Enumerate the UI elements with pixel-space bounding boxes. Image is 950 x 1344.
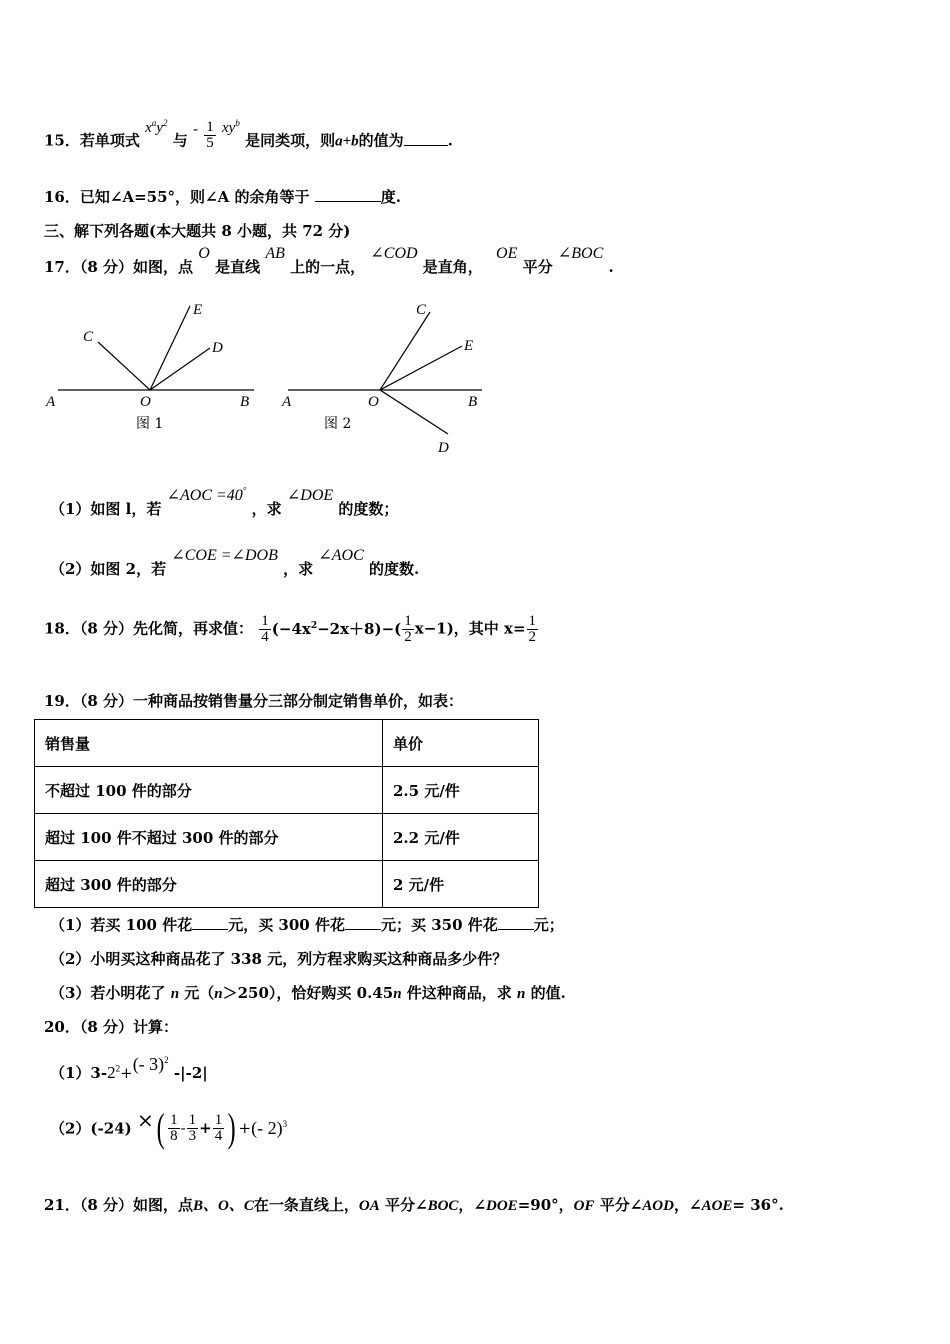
table-header-quantity: 销售量 (35, 720, 383, 767)
q15-expr1: $x^ay^2$ (145, 117, 168, 136)
fig2-ray-od (380, 390, 448, 434)
fig2-label-b: B (468, 394, 478, 410)
q17-part2-ask: ，求 (283, 560, 314, 578)
q17-text-5: 平分 (522, 258, 553, 276)
q17-part1-target: ∠DOE (286, 487, 334, 504)
q19-text: （8 分）一种商品按销售量分三部分制定销售单价，如表： (79, 692, 464, 710)
q17-angle-cod: ∠COD (370, 245, 418, 262)
q20-part-1: $(1)3-2^2+(-$ 3)$^2$ -|-2| (50, 1054, 208, 1082)
q17-text-4: 是直角， (422, 258, 483, 276)
table-cell-price: 2.2 元/件 (383, 814, 539, 861)
q19-blank-1[interactable] (192, 915, 228, 930)
table-header-row (35, 720, 539, 767)
fig1-caption: 图 1 (136, 416, 164, 432)
q18-fraction-1: $\frac{1}{4}$ (261, 613, 269, 645)
table-cell-price: 2 元/件 (383, 861, 539, 908)
q18-fraction-2: $\frac{1}{2}$ (404, 613, 412, 645)
q18-number: 18． (44, 619, 80, 638)
q20-part1-label: （1）3- (50, 1064, 108, 1082)
q15-middle: 是同类项，则 (245, 131, 336, 150)
fig1-label-d: D (212, 340, 223, 356)
q17-part-2 (50, 547, 420, 579)
fig2-label-c: C (416, 302, 427, 318)
q17-part2-given: ∠COE =∠DOB (171, 547, 278, 564)
fig2-label-a: A (282, 394, 292, 410)
q17-part1-label: （1）如图 l，若 (50, 500, 162, 518)
table-cell-quantity: 超过 300 件的部分 (35, 861, 383, 908)
q17-end: . (608, 258, 614, 276)
q17-part1-ask: ，求 (251, 500, 282, 518)
q17-part1-given: ∠AOC =40° (166, 485, 247, 504)
fig1-label-o: O (140, 394, 151, 410)
fig2-label-d: D (438, 440, 449, 456)
table-cell-quantity: 不超过 100 件的部分 (35, 767, 383, 814)
q17-line-ab: AB (265, 245, 285, 262)
question-16 (44, 186, 401, 207)
fig1-ray-oe (150, 306, 190, 390)
q20-part-2: （2）(-24) ×( $\frac{1}{8}$ - $\frac{1}{3}$ + $\frac{1}{4}$ ) +(- 2)$^3$ (50, 1105, 288, 1150)
q20-part1-power: $2^2$ (107, 1063, 121, 1082)
q19-blank-2[interactable] (345, 915, 381, 930)
question-19 (44, 690, 463, 711)
question-20 (44, 1016, 178, 1037)
q20-left-paren: ( (156, 1105, 165, 1150)
q17-figure-2 (278, 296, 508, 461)
q17-text-1: （8 分）如图，点 (79, 258, 194, 276)
question-17 (44, 245, 614, 277)
q19-number: 19． (44, 692, 80, 710)
q18-fraction-3: $\frac{1}{2}$ (528, 613, 537, 645)
q16-answer-blank[interactable] (315, 187, 381, 202)
q17-part2-target: ∠AOC (318, 547, 364, 564)
q20-part1-neg3: (- 3)$^2$ (132, 1054, 169, 1074)
q17-part1-end: 的度数； (338, 500, 399, 518)
q15-fraction: $\frac{1}{5}$ (206, 119, 214, 151)
q20-part2-label: （2）(-24) (50, 1119, 132, 1138)
q17-point-o: O (198, 245, 210, 262)
q17-part-1 (50, 485, 399, 519)
q21-number: 21． (44, 1196, 80, 1214)
q20-fraction-a: $\frac{1}{8}$ (170, 1111, 178, 1144)
fig2-ray-oc (380, 312, 430, 390)
q18-expr-1: $(-4x^2-2x+8)-$( (271, 619, 402, 638)
fig1-ray-oc (98, 342, 150, 390)
q16-suffix: 度. (380, 188, 401, 206)
q19-blank-3[interactable] (498, 915, 534, 930)
q17-part2-label: （2）如图 2，若 (50, 560, 167, 578)
q15-suffix: 的值为 (358, 131, 404, 150)
q20-number: 20． (44, 1018, 80, 1036)
fig1-label-c: C (83, 329, 94, 345)
fig1-ray-od (150, 348, 210, 390)
fig1-label-e: E (193, 302, 203, 318)
question-15 (44, 117, 453, 157)
table-row (35, 814, 539, 861)
q17-text-3: 上的一点， (290, 258, 366, 276)
q15-sum: a+b (335, 133, 359, 150)
q18-expr-2: x−1)，其中 x= (414, 619, 526, 638)
q15-number: 15． (44, 131, 80, 150)
q15-answer-blank[interactable] (404, 131, 448, 146)
q19-part1-b: 元，买 300 件花 (228, 916, 345, 934)
q15-prefix: 若单项式 (79, 131, 140, 150)
fig1-label-a: A (46, 394, 56, 410)
q19-part-2: （2）小明买这种商品花了 338 元，列方程求购买这种商品多少件？ (50, 950, 508, 968)
table-header-price: 单价 (383, 720, 539, 767)
fig2-caption: 图 2 (324, 416, 352, 432)
q17-figure-1 (40, 296, 270, 436)
q17-angle-boc: ∠BOC (557, 245, 604, 262)
q17-part2-end: 的度数. (368, 560, 420, 578)
q19-part-3: （3）若小明花了 n 元（n＞250），恰好购买 0.45n 件这种商品，求 n 的值. (50, 984, 566, 1002)
question-21: 21．（8 分）如图，点B、O、C在一条直线上，OA 平分∠BOC，∠DOE=90°，OF 平分∠AOD，∠AOE= 36°. (44, 1196, 784, 1214)
q19-part1-a: （1）若买 100 件花 (50, 916, 193, 934)
q17-number: 17． (44, 258, 80, 276)
q17-ray-oe: OE (496, 245, 518, 262)
q15-end: . (447, 131, 453, 150)
q16-number: 16． (44, 188, 80, 206)
question-18 (44, 614, 539, 645)
q19-part-1 (50, 914, 564, 935)
q20-right-paren: ) (227, 1105, 236, 1150)
table-row (35, 767, 539, 814)
fig2-label-o: O (368, 394, 379, 410)
q15-minus: - (192, 119, 199, 138)
fig2-ray-oe (380, 346, 462, 390)
table-row (35, 861, 539, 908)
q20-part2-neg2: (- 2)$^3$ (251, 1117, 288, 1138)
q19-part1-d: 元； (533, 916, 564, 934)
table-cell-quantity: 超过 100 件不超过 300 件的部分 (35, 814, 383, 861)
q16-text: 已知∠A=55°，则∠A 的余角等于 (79, 188, 310, 206)
section-3-heading: 三、解下列各题(本大题共 8 小题，共 72 分) (44, 222, 351, 240)
q20-text: （8 分）计算： (79, 1018, 179, 1036)
table-cell-price: 2.5 元/件 (383, 767, 539, 814)
q19-part1-c: 元；买 350 件花 (380, 916, 498, 934)
q17-text-2: 是直线 (215, 258, 261, 276)
q20-fraction-b: $\frac{1}{3}$ (188, 1111, 197, 1144)
fig1-label-b: B (240, 394, 250, 410)
price-table (34, 719, 539, 908)
q18-text: （8 分）先化简，再求值： (79, 619, 254, 638)
q15-conj: 与 (172, 131, 188, 150)
q20-fraction-c: $\frac{1}{4}$ (214, 1111, 223, 1144)
fig2-label-e: E (464, 338, 474, 354)
q20-part2-times: × (136, 1108, 154, 1132)
q20-part1-rest: -|-2| (173, 1064, 208, 1082)
q15-expr2: $xy^b$ (222, 117, 240, 136)
